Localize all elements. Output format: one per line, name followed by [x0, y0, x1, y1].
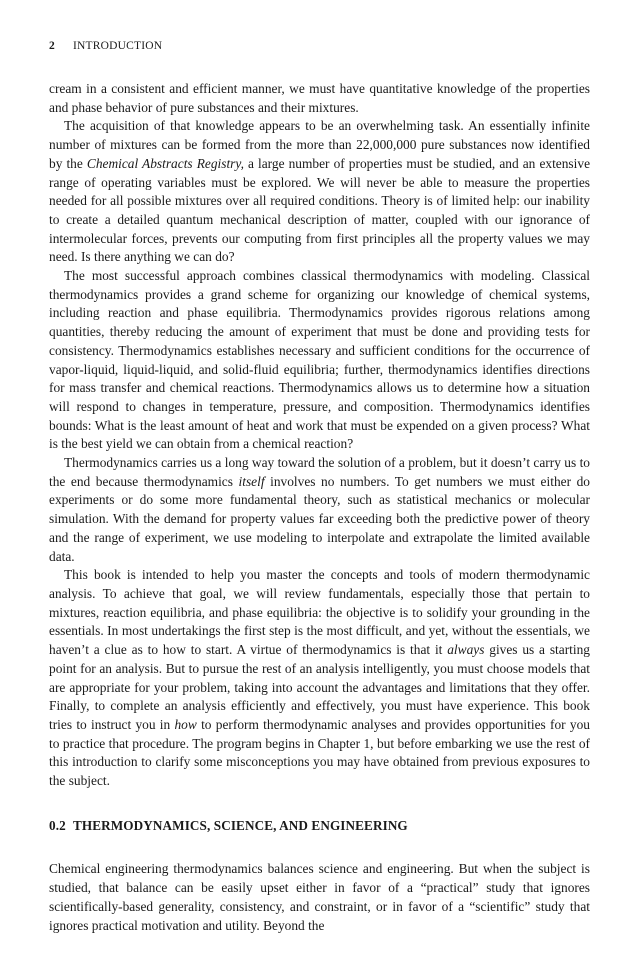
italic-text: always [447, 642, 485, 658]
body-text [49, 80, 590, 935]
paragraph [49, 267, 590, 454]
paragraph-text: Thermodynamics carries us a long way toward the solution of a problem, but it doesn’t carry us to the end because thermodynamics [49, 455, 590, 489]
italic-text: how [174, 716, 197, 732]
italic-text: itself [238, 473, 265, 489]
paragraph [49, 566, 590, 790]
paragraph [49, 117, 590, 267]
paragraph [49, 80, 590, 117]
paragraph-text: cream in a consistent and efficient manner, we must have quantitative knowledge of the properties and phase behavior of pure substances and their mixtures. [49, 81, 590, 115]
paragraph-text: This book is intended to help you master the concepts and tools of modern thermodynamic analysis. To achieve that goal, we will review fundamentals, especially those that pertain to mixtures, reaction equilibria, and phase equilibria: the objective is to solidify your grounding in the essentials. In most undertakings the first step is the most difficult, and yet, without the essentials, we haven’t a clue as to how to start. A virtue of thermodynamics is that it [49, 567, 590, 658]
running-title: INTRODUCTION [72, 40, 163, 52]
running-header [49, 40, 590, 56]
section-title: THERMODYNAMICS, SCIENCE, AND ENGINEERING [72, 817, 408, 833]
intro-paragraphs [49, 80, 590, 791]
section-paragraph: Chemical engineering thermodynamics balances science and engineering. But when the subject is studied, that balance can be easily upset either in favor of a “practical” study that ignores scientifically-based generality, consistency, and constraint, or in favor of a “scientific” study that ignores practical motivation and utility. Beyond the [49, 861, 590, 933]
paragraph-text: gives us a starting point for an analysis. But to pursue the rest of an analysis intelligently, you must choose models that are appropriate for your problem, taking into account the advantages and limitations that they offer. Finally, to complete an analysis efficiently and effectively, you must have experience. This book tries to instruct you in [49, 642, 590, 732]
document-page [49, 40, 590, 935]
paragraph-text: The most successful approach combines classical thermodynamics with modeling. Classical thermodynamics provides a grand scheme for organizing our knowledge of chemical systems, including reaction and phase equilibria. Thermodynamics provides rigorous relations among quantities, thereby reducing the amount of experiment that must be done and providing tests for consistency. Thermodynamics establishes necessary and sufficient conditions for the occurrence of vapor-liquid, liquid-liquid, and solid-fluid equilibria; further, thermodynamics identifies directions for mass transfer and chemical reactions. Thermodynamics allows us to determine how a situation will respond to changes in temperature, pressure, and composition. Thermodynamics identifies bounds: What is the least amount of heat and work that must be expended on a given process? What is the best yield we can obtain from a chemical reaction? [49, 268, 590, 452]
section-number: 0.2 [49, 817, 66, 833]
paragraph-text: involves no numbers. To get numbers we must either do experiments or do some more fundamental theory, such as statistical mechanics or molecular simulation. With the demand for property values far exceeding both the predictive power of theory and the range of experiment, we use modeling to interpolate and extrapolate the limited available data. [49, 473, 590, 564]
page-number: 2 [49, 40, 55, 52]
italic-text: Chemical Abstracts Registry, [86, 155, 244, 171]
paragraph-text: The acquisition of that knowledge appears to be an overwhelming task. An essentially infinite number of mixtures can be formed from the more than 22,000,000 pure substances now identified by the [49, 118, 590, 171]
paragraph-text: a large number of properties must be studied, and an extensive range of operating variables must be explored. We will never be able to measure the properties needed for all possible mixtures over all required conditions. Theory is of limited help: our inability to create a detailed quantum mechanical description of matter, coupled with our ignorance of intermolecular forces, prevents our computing from first principles all the property values we may need. Is there anything we can do? [49, 155, 591, 265]
paragraph [49, 454, 590, 566]
section-heading [49, 817, 590, 836]
paragraph-text: to perform thermodynamic analyses and provides opportunities for you to practice that procedure. The program begins in Chapter 1, but before embarking we use the rest of this introduction to clarify some misconceptions you may have obtained from previous exposures to the subject. [49, 716, 590, 789]
